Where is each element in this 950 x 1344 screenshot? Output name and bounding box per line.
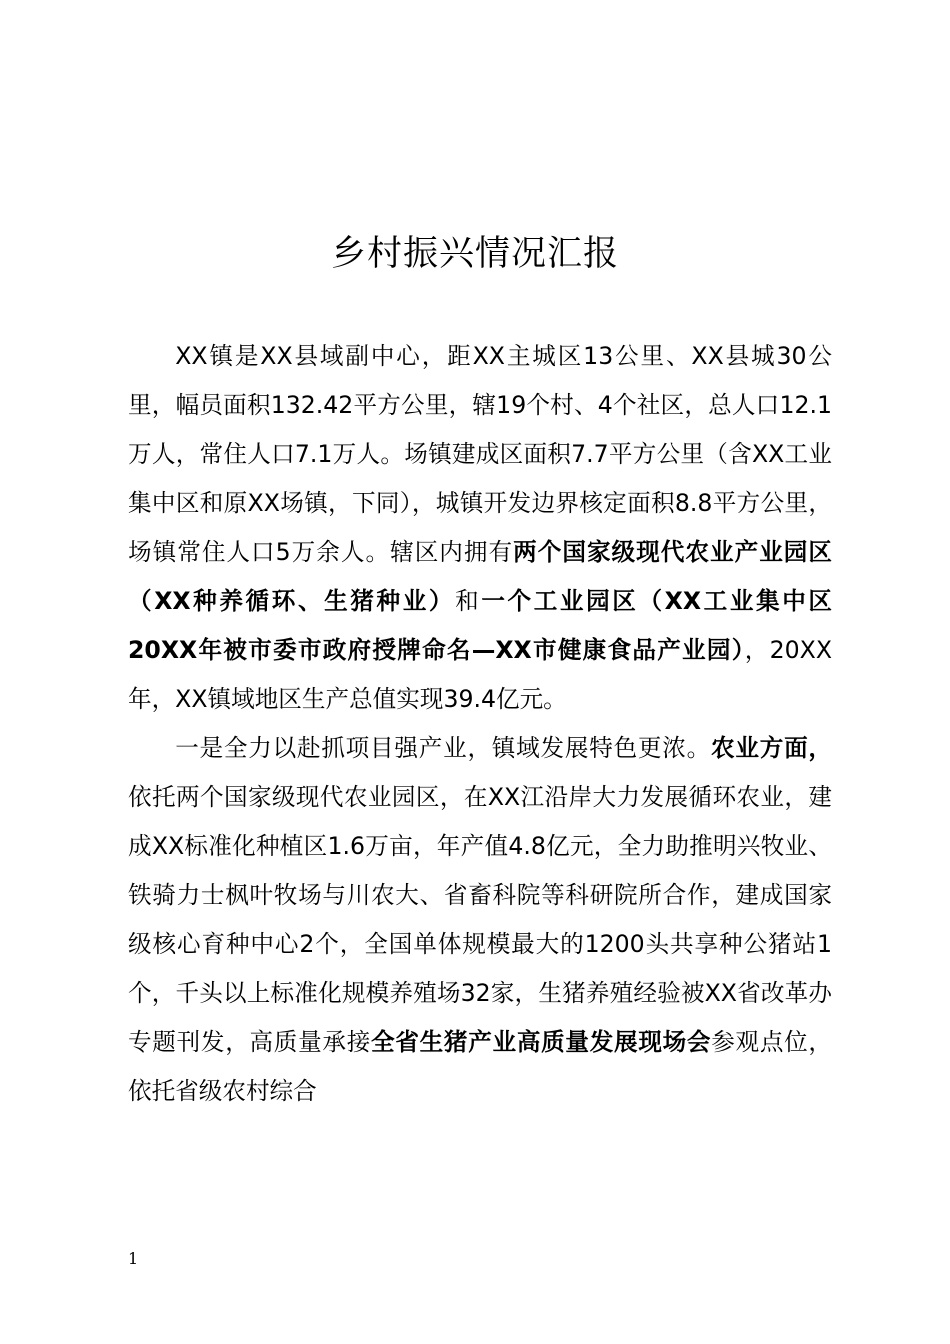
paragraph-1 <box>128 332 832 724</box>
paragraph-2 <box>128 724 832 1116</box>
paragraph-1-bold-b: 一个工业园区（XX工业集中区20XX年被市委市政府授牌命名—XX市健康食品产业园） <box>128 587 833 664</box>
paragraph-2-text-b: 依托两个国家级现代农业园区，在XX江沿岸大力发展循环农业，建成XX标准化种植区1.6万亩，年产值4.8亿元，全力助推明兴牧业、铁骑力士枫叶牧场与川农大、省畜科院等科研院所合作，建成国家级核心育种中心2个，全国单体规模最大的1200头共享种公猪站1个，千头以上标准化规模养殖场32家，生猪养殖经验被XX省改革办专题刊发，高质量承接 <box>128 783 832 1056</box>
document-body <box>128 332 832 1116</box>
paragraph-2-text-c: 参观点位，依托省级农村综合 <box>128 1028 833 1105</box>
paragraph-1-text-b: 和 <box>455 587 482 615</box>
page-number: 1 <box>128 1249 139 1268</box>
document-title: 乡村振兴情况汇报 <box>330 234 619 274</box>
paragraph-1-text-a: XX镇是XX县域副中心，距XX主城区13公里、XX县城30公里，幅员面积132.42平方公里，辖19个村、4个社区，总人口12.1万人，常住人口7.1万人。场镇建成区面积7.7平方公里（含XX工业集中区和原XX场镇，下同），城镇开发边界核定面积8.8平方公里，场镇常住人口5万余人。辖区内拥有 <box>128 342 832 566</box>
paragraph-1-text-c: ，20XX年，XX镇域地区生产总值实现39.4亿元。 <box>128 636 832 713</box>
paragraph-2-bold-b: 全省生猪产业高质量发展现场会 <box>371 1028 712 1056</box>
paragraph-2-bold-a: 农业方面， <box>711 734 833 762</box>
paragraph-2-text-a: 一是全力以赴抓项目强产业，镇域发展特色更浓。 <box>175 734 711 762</box>
paragraph-1-bold-a: 两个国家级现代农业产业园区（XX种养循环、生猪种业） <box>128 538 832 615</box>
